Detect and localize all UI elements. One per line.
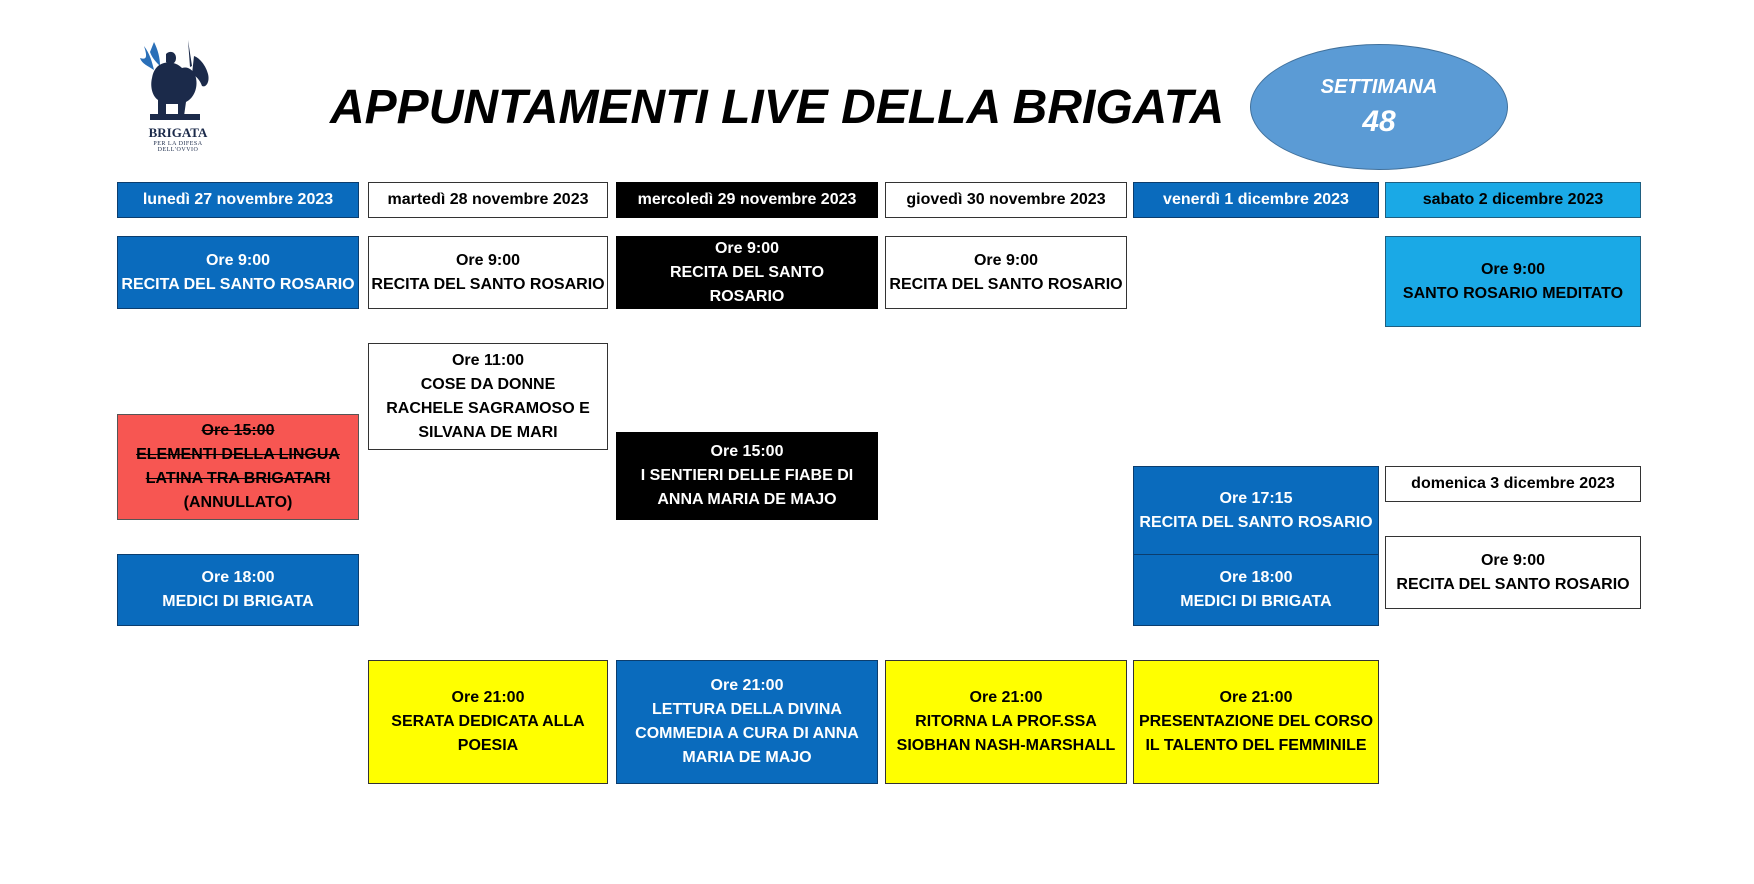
event-title: RACHELE SAGRAMOSO E [386, 399, 590, 417]
event-title: ELEMENTI DELLA LINGUA [136, 446, 340, 463]
event-time: Ore 11:00 [451, 351, 525, 369]
day-header-saturday: sabato 2 dicembre 2023 [1385, 182, 1641, 218]
event-card [368, 343, 608, 450]
event-card [117, 554, 359, 626]
event-card [1133, 660, 1379, 784]
knight-on-horse-logo-icon [136, 36, 220, 122]
event-title: COMMEDIA A CURA DI ANNA [635, 725, 859, 742]
event-title: ANNA MARIA DE MAJO [657, 491, 837, 508]
event-time: Ore 9:00 [1480, 551, 1546, 569]
day-header-wednesday: mercoledì 29 novembre 2023 [616, 182, 878, 218]
event-time: Ore 21:00 [969, 689, 1043, 706]
event-card [885, 236, 1127, 309]
event-cancelled-note: (ANNULLATO) [183, 494, 293, 511]
event-title: LETTURA DELLA DIVINA [652, 701, 842, 718]
event-title: MEDICI DI BRIGATA [1180, 593, 1332, 610]
event-card [1133, 466, 1379, 555]
day-header-friday: venerdì 1 dicembre 2023 [1133, 182, 1379, 218]
event-card-cancelled [117, 414, 359, 520]
page-title: APPUNTAMENTI LIVE DELLA BRIGATA [330, 81, 1225, 134]
event-time: Ore 18:00 [1219, 569, 1293, 586]
event-card [368, 660, 608, 784]
event-title: POESIA [457, 737, 519, 754]
event-card [1385, 236, 1641, 327]
event-title: RECITA DEL SANTO ROSARIO [889, 275, 1123, 293]
logo-subtitle: PER LA DIFESA DELL'OVVIO [153, 141, 203, 153]
event-time: Ore 9:00 [1480, 260, 1546, 278]
event-time: Ore 15:00 [710, 443, 784, 460]
logo-name: BRIGATA [148, 125, 208, 140]
event-card [885, 660, 1127, 784]
event-title: RECITA DEL SANTO ROSARIO [371, 275, 605, 293]
brigata-logo [136, 36, 220, 153]
event-title: SILVANA DE MARI [418, 423, 558, 441]
day-header-thursday: giovedì 30 novembre 2023 [885, 182, 1127, 218]
event-time: Ore 17:15 [1219, 489, 1293, 507]
event-card [616, 660, 878, 784]
event-title: MARIA DE MAJO [682, 749, 812, 766]
event-title: LATINA TRA BRIGATARI [145, 470, 331, 487]
event-card [616, 432, 878, 520]
day-header-monday: lunedì 27 novembre 2023 [117, 182, 359, 218]
day-header-sunday: domenica 3 dicembre 2023 [1385, 466, 1641, 502]
event-title: RITORNA LA PROF.SSA [915, 713, 1097, 730]
event-title: MEDICI DI BRIGATA [162, 593, 314, 610]
event-time: Ore 9:00 [205, 251, 271, 269]
event-card [1385, 536, 1641, 609]
event-time: Ore 21:00 [451, 689, 525, 706]
week-badge [1250, 44, 1508, 170]
event-title: RECITA DEL SANTO [669, 263, 825, 281]
event-title: IL TALENTO DEL FEMMINILE [1145, 737, 1367, 754]
event-time: Ore 9:00 [714, 239, 780, 257]
event-time: Ore 9:00 [973, 251, 1039, 269]
event-title: SERATA DEDICATA ALLA [391, 713, 585, 730]
event-time: Ore 15:00 [201, 422, 275, 439]
event-title: RECITA DEL SANTO ROSARIO [1396, 575, 1630, 593]
event-card [368, 236, 608, 309]
event-card [1133, 554, 1379, 626]
event-title: ROSARIO [709, 287, 785, 305]
event-title: SANTO ROSARIO MEDITATO [1402, 284, 1624, 302]
event-time: Ore 21:00 [710, 677, 784, 694]
event-card [616, 236, 878, 309]
event-title: RECITA DEL SANTO ROSARIO [1139, 513, 1373, 531]
week-number: 48 [1362, 104, 1396, 138]
event-card [117, 236, 359, 309]
event-time: Ore 18:00 [201, 569, 275, 586]
event-time: Ore 9:00 [455, 251, 521, 269]
event-time: Ore 21:00 [1219, 689, 1293, 706]
day-header-tuesday: martedì 28 novembre 2023 [368, 182, 608, 218]
event-title: I SENTIERI DELLE FIABE DI [640, 467, 854, 484]
week-label: SETTIMANA [1320, 75, 1438, 98]
event-title: PRESENTAZIONE DEL CORSO [1138, 713, 1374, 730]
event-title: COSE DA DONNE [420, 375, 556, 393]
event-title: SIOBHAN NASH-MARSHALL [896, 737, 1116, 754]
event-title: RECITA DEL SANTO ROSARIO [121, 275, 355, 293]
